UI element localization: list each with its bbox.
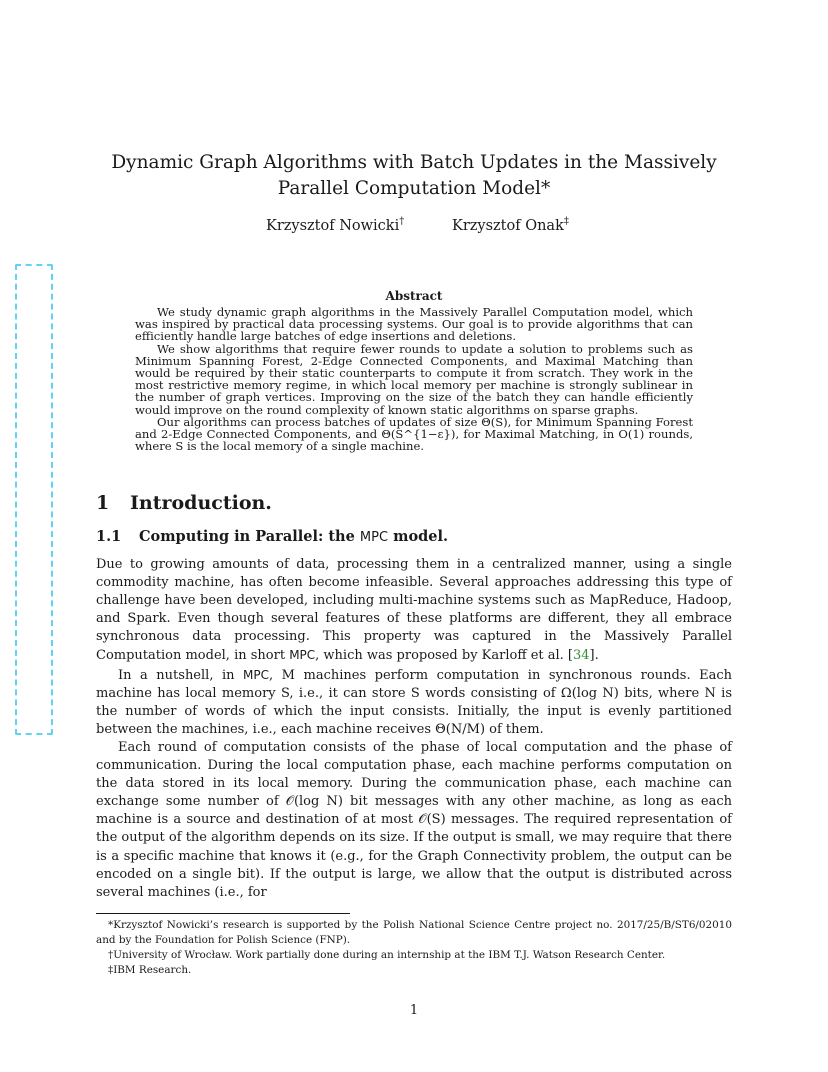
footnotes (96, 918, 732, 978)
footnote: †University of Wrocław. Work partially done during an internship at the IBM T.J. Watson Research Center. (108, 949, 666, 961)
footnote-rule (96, 913, 350, 914)
paper-title: Dynamic Graph Algorithms with Batch Updates in the Massively Parallel Computation Model* (111, 152, 717, 199)
citation-link[interactable]: 34 (573, 648, 590, 664)
author-list (0, 218, 828, 238)
section-heading: 1 Introduction. (96, 492, 272, 514)
page-number: 1 (409, 1003, 419, 1018)
subsection-heading: 1.1 Computing in Parallel: the MPC model. (96, 528, 449, 545)
body-paragraph: In a nutshell, in MPC, M machines perform computation in synchronous rounds. Each machine has local memory S, i.e., it can store S words consisting of Ω(log N) bits, where N is the number of words of which the input consists. Initially, the input is evenly partitioned between the machines, i.e., each machine receives Θ(N/M) of them. (96, 667, 733, 737)
abstract (135, 306, 693, 452)
body-paragraph: Each round of computation consists of the phase of local computation and the phase of communication. During the local computation phase, each machine performs computation on the data stored in its local memory. During the communication phase, each machine can exchange some number of 𝒪(log N) bit messages with any other machine, as long as each machine is a source and destination of at most 𝒪(S) messages. The required representation of the output of the algorithm depends on its size. If the output is small, we may require that there is a specific machine that knows it (e.g., for the Graph Connectivity problem, the output can be encoded on a single bit). If the output is large, we allow that the output is distributed across several machines (i.e., for (96, 739, 732, 900)
abstract-paragraph: We show algorithms that require fewer rounds to update a solution to problems such as Minimum Spanning Forest, 2-Edge Connected Components, and Maximal Matching than would be required by their static counterparts to compute it from scratch. They work in the most restrictive memory regime, in which local memory per machine is strongly sublinear in the number of graph vertices. Improving on the size of the batch they can handle efficiently would improve on the round complexity of known static algorithms on sparse graphs. (135, 341, 693, 417)
abstract-heading: Abstract (385, 289, 443, 303)
abstract-paragraph: We study dynamic graph algorithms in the Massively Parallel Computation model, which was inspired by practical data processing systems. Our goal is to provide algorithms that can efficiently handle large batches of edge insertions and deletions. (135, 305, 693, 344)
selection-box (15, 264, 53, 735)
abstract-paragraph: Our algorithms can process batches of updates of size Θ(S), for Minimum Spanning Forest and 2-Edge Connected Components, and Θ(S^{1−ε}), for Maximal Matching, in O(1) rounds, where S is the local memory of a single machine. (135, 414, 693, 454)
author-2: Krzysztof Onak‡ (452, 216, 569, 234)
author-1: Krzysztof Nowicki† (266, 216, 405, 234)
footnote: ‡IBM Research. (108, 964, 192, 976)
body-paragraph: Due to growing amounts of data, processing them in a centralized manner, using a single commodity machine, has often become infeasible. Several approaches addressing this type of challenge have been developed, including multi-machine systems such as MapReduce, Hadoop, and Spark. Even though several features of these platforms are different, they all embrace synchronous data processing. This property was captured in the Massively Parallel Computation model, in short MPC, which was proposed by Karloff et al. [34]. (96, 557, 732, 664)
footnote: *Krzysztof Nowicki’s research is supported by the Polish National Science Centre project no. 2017/25/B/ST6/02010 and by the Foundation for Polish Science (FNP). (96, 919, 732, 946)
body-text (96, 556, 732, 902)
